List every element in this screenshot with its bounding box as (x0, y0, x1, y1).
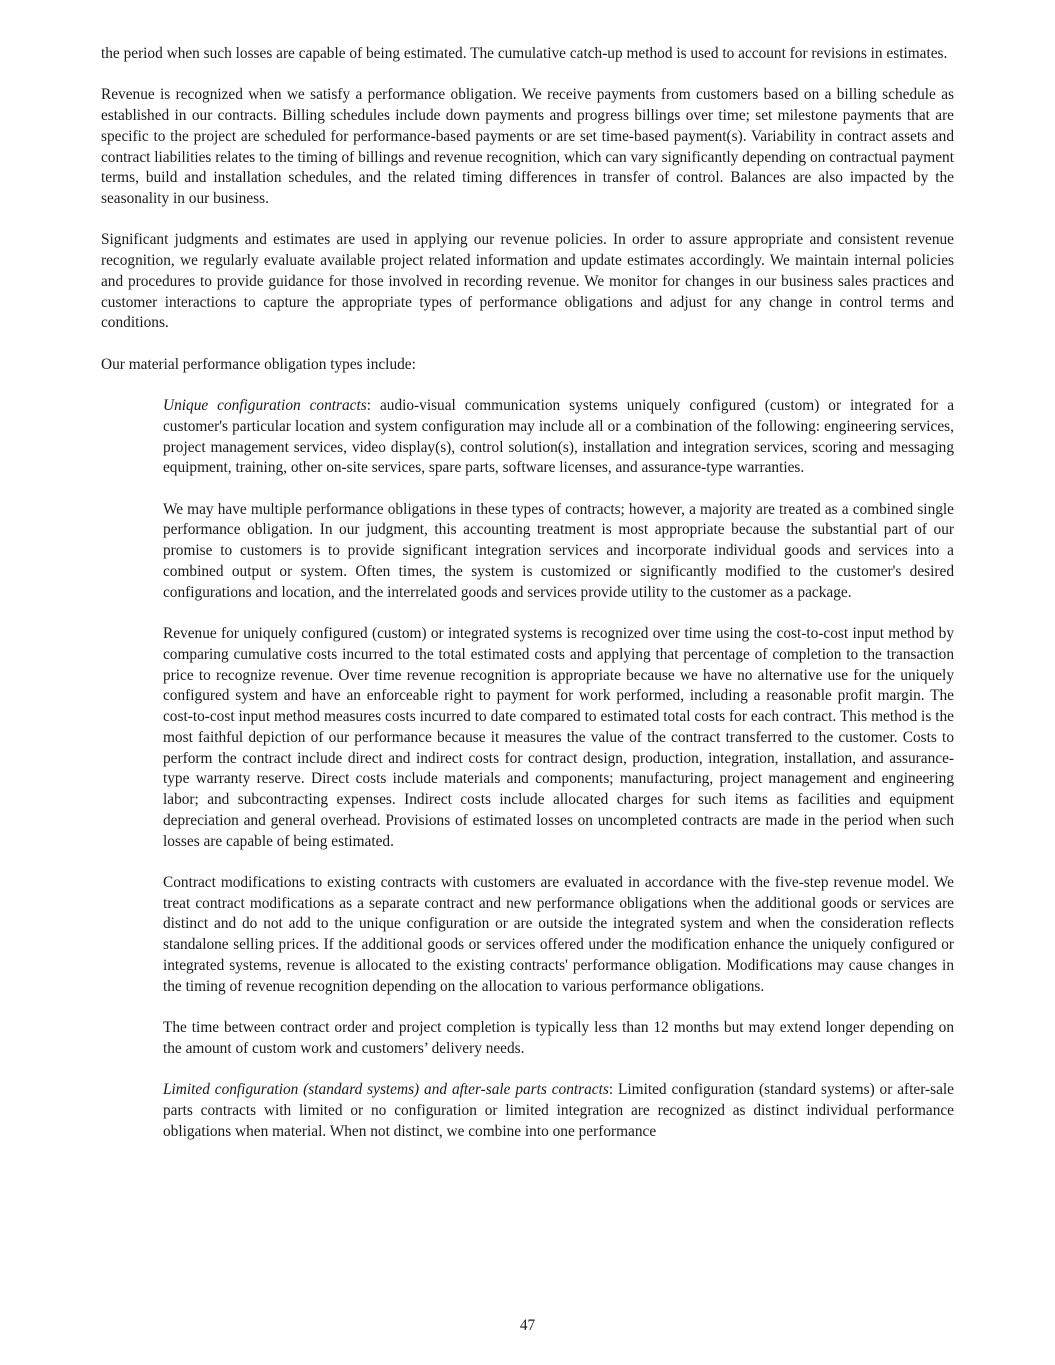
limited-configuration-text: : Limited configuration (standard systems) or after-sale parts contracts with limited or no configuration or limited integration are recognized as distinct individual performance obligations when material. When not distinct, we combine into one performance (163, 1081, 954, 1140)
paragraph-judgments-estimates: Significant judgments and estimates are used in applying our revenue policies. In order to assure appropriate and consistent revenue recognition, we regularly evaluate available project related information and update estimates accordingly. We maintain internal policies and procedures to provide guidance for those involved in recording revenue. We monitor for changes in our business sales practices and customer interactions to capture the appropriate types of performance obligations and adjust for any change in control terms and conditions. (101, 231, 954, 332)
paragraph-completion-time: The time between contract order and project completion is typically less than 12 months but may extend longer depending on the amount of custom work and customers’ delivery needs. (163, 1019, 954, 1057)
page-number: 47 (519, 1317, 536, 1334)
document-body (101, 44, 954, 1142)
paragraph-obligation-types-intro: Our material performance obligation types include: (101, 355, 416, 373)
term-unique-configuration: Unique configuration contracts (163, 397, 367, 415)
term-limited-configuration: Limited configuration (standard systems) and after-sale parts contracts (163, 1081, 609, 1099)
paragraph-cost-to-cost-method: Revenue for uniquely configured (custom) or integrated systems is recognized over time using the cost-to-cost input method by comparing cumulative costs incurred to the total estimated costs and applying that percentage of completion to the transaction price to recognize revenue. Over time revenue recognition is appropriate because we have no alternative use for the uniquely configured system and have an enforceable right to payment for work performed, including a reasonable profit margin. The cost-to-cost input method measures costs incurred to date compared to estimated total costs for each contract. This method is the most faithful depiction of our performance because it measures the value of the contract transferred to the customer. Costs to perform the contract include direct and indirect costs for contract design, production, integration, installation, and assurance-type warranty reserve. Direct costs include materials and components; manufacturing, project management and engineering labor; and subcontracting expenses. Indirect costs include allocated charges for such items as facilities and equipment depreciation and general overhead. Provisions of estimated losses on uncompleted contracts are made in the period when such losses are capable of being estimated. (163, 625, 954, 850)
paragraph-unique-configuration (163, 396, 954, 479)
paragraph-limited-configuration (163, 1080, 954, 1142)
paragraph-continuation: the period when such losses are capable of being estimated. The cumulative catch-up method is used to account for revisions in estimates. (101, 45, 948, 62)
unique-configuration-text: : audio-visual communication systems uniquely configured (custom) or integrated for a customer's particular location and system configuration may include all or a combination of the following: engineering services, project management services, video display(s), control solution(s), installation and integration services, scoring and messaging equipment, training, other on-site services, spare parts, software licenses, and assurance-type warranties. (163, 397, 955, 477)
paragraph-multiple-obligations: We may have multiple performance obligations in these types of contracts; however, a majority are treated as a combined single performance obligation. In our judgment, this accounting treatment is most appropriate because the substantial part of our promise to customers is to provide significant integration services and incorporate individual goods and services into a combined output or system. Often times, the system is customized or significantly modified to the customer's desired configurations and location, and the interrelated goods and services provide utility to the customer as a package. (163, 500, 954, 601)
paragraph-contract-modifications: Contract modifications to existing contracts with customers are evaluated in accordance with the five-step revenue model. We treat contract modifications as a separate contract and new performance obligations when the additional goods or services are distinct and do not add to the unique configuration or are outside the integrated system and when the consideration reflects standalone selling prices. If the additional goods or services offered under the modification enhance the uniquely configured or integrated systems, revenue is allocated to the existing contracts' performance obligation. Modifications may cause changes in the timing of revenue recognition depending on the allocation to various performance obligations. (163, 873, 954, 995)
paragraph-revenue-recognition: Revenue is recognized when we satisfy a performance obligation. We receive payments from customers based on a billing schedule as established in our contracts. Billing schedules include down payments and progress billings over time; set milestone payments that are specific to the project are scheduled for performance-based payments or are set time-based payment(s). Variability in contract assets and contract liabilities relates to the timing of billings and revenue recognition, which can vary significantly depending on contractual payment terms, build and installation schedules, and the related timing differences in transfer of control. Balances are also impacted by the seasonality in our business. (101, 86, 954, 208)
